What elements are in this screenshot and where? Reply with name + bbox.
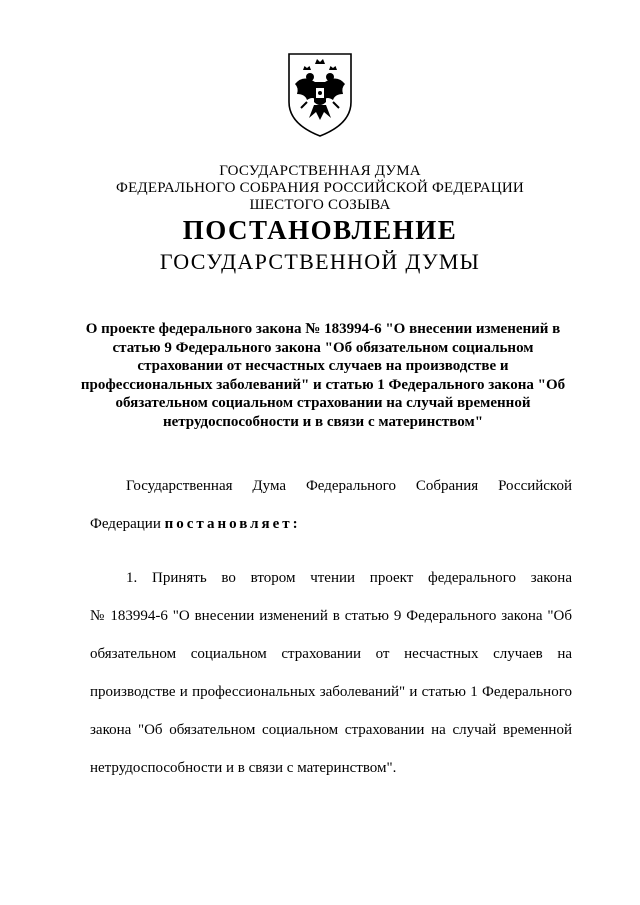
header-line-duma: ГОСУДАРСТВЕННАЯ ДУМА — [219, 163, 421, 179]
item-1-line: 1. Принять во втором чтении проект федерального закона — [126, 570, 572, 586]
subject-line: профессиональных заболеваний" и статью 1 Федерального закона "Об — [80, 376, 566, 393]
subject-line: страховании от несчастных случаев на производстве и — [137, 358, 509, 374]
subject-line: статью 9 Федерального закона "Об обязательном социальном — [112, 339, 534, 356]
item-1-paragraph — [90, 559, 572, 787]
preamble-paragraph — [90, 467, 572, 543]
preamble-line: Государственная Дума Федерального Собрания Российской — [126, 478, 572, 494]
item-1-line: производстве и профессиональных заболеваний" и статью 1 Федерального — [90, 684, 572, 700]
document-subject — [78, 320, 568, 431]
header-line-convocation: ШЕСТОГО СОЗЫВА — [249, 197, 391, 213]
document-subtitle: ГОСУДАРСТВЕННОЙ ДУМЫ — [159, 249, 481, 274]
item-1-line: закона "Об обязательном социальном страховании на случай временной — [90, 722, 572, 738]
preamble-text: Федерации — [90, 516, 165, 532]
document-title: ПОСТАНОВЛЕНИЕ — [182, 215, 458, 245]
coat-of-arms-emblem — [285, 50, 355, 140]
subject-line: О проекте федерального закона № 183994-6 "О внесении изменений в — [85, 321, 561, 337]
header-line-assembly: ФЕДЕРАЛЬНОГО СОБРАНИЯ РОССИЙСКОЙ ФЕДЕРАЦИИ — [116, 180, 524, 196]
subject-line: нетрудоспособности и в связи с материнством" — [162, 413, 484, 430]
item-1-line: № 183994-6 "О внесении изменений в статью 9 Федерального закона "Об — [90, 608, 572, 624]
item-1-line: обязательном социальном страховании от несчастных случаев на — [90, 646, 572, 662]
item-1-line: нетрудоспособности и в связи с материнством". — [90, 760, 397, 776]
subject-line: обязательном социальном страховании на случай временной — [115, 395, 531, 411]
preamble-line — [90, 505, 572, 543]
resolves-word: постановляет: — [164, 516, 301, 532]
